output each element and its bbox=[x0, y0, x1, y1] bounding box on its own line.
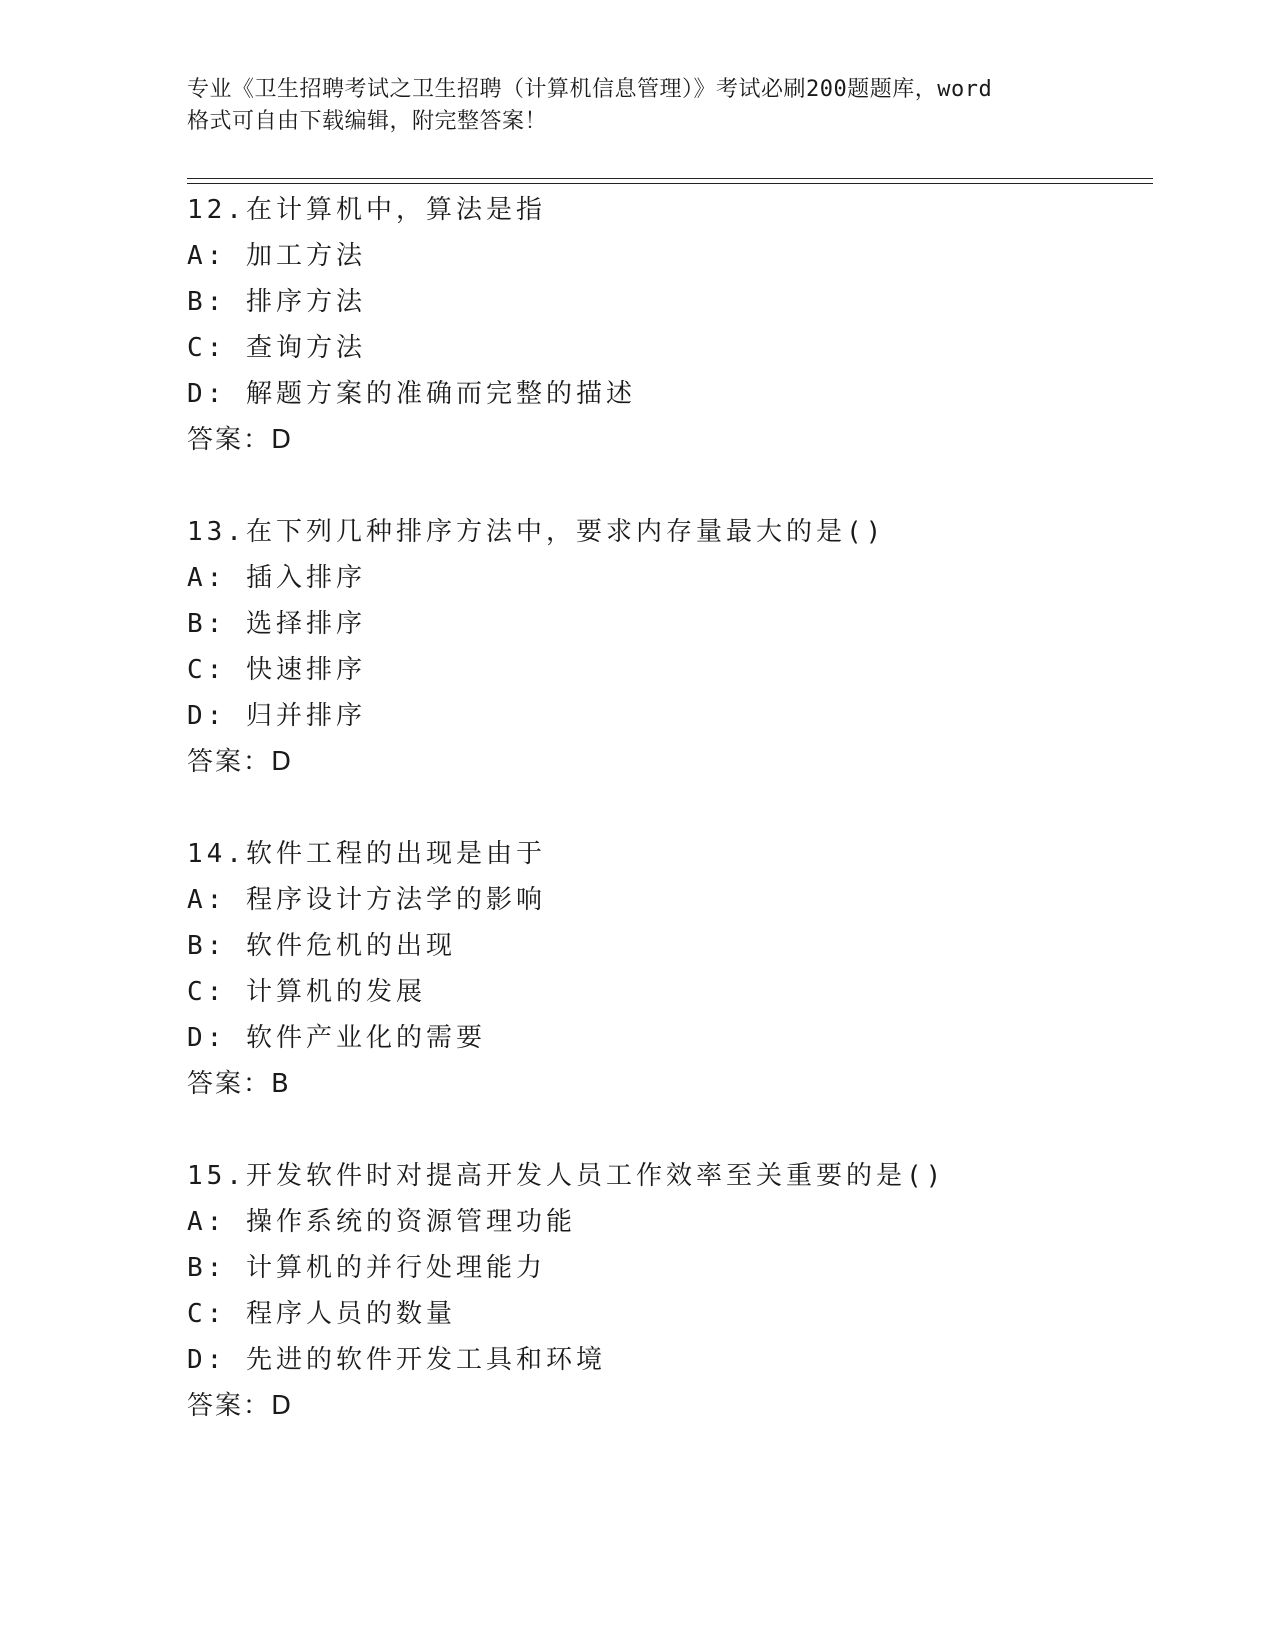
answer-line: 答案：D bbox=[187, 747, 294, 777]
question-block bbox=[187, 187, 1153, 463]
question-block bbox=[187, 509, 1153, 785]
answer-line: 答案：D bbox=[187, 425, 294, 455]
header-line-2: 格式可自由下载编辑，附完整答案！ bbox=[187, 109, 548, 134]
option-a: A: 插入排序 bbox=[187, 563, 366, 593]
option-a: A: 操作系统的资源管理功能 bbox=[187, 1207, 576, 1237]
question-stem: 12.在计算机中，算法是指 bbox=[187, 195, 546, 225]
option-d: D: 先进的软件开发工具和环境 bbox=[187, 1345, 606, 1375]
question-stem: 15.开发软件时对提高开发人员工作效率至关重要的是() bbox=[187, 1161, 946, 1191]
header-divider-bottom bbox=[187, 183, 1153, 184]
option-a: A: 加工方法 bbox=[187, 241, 366, 271]
option-b: B: 选择排序 bbox=[187, 609, 366, 639]
option-d: D: 解题方案的准确而完整的描述 bbox=[187, 379, 636, 409]
option-b: B: 排序方法 bbox=[187, 287, 366, 317]
question-stem: 14.软件工程的出现是由于 bbox=[187, 839, 546, 869]
option-d: D: 软件产业化的需要 bbox=[187, 1023, 486, 1053]
header-line-1: 专业《卫生招聘考试之卫生招聘（计算机信息管理）》考试必刷200题题库，word bbox=[187, 77, 993, 102]
option-b: B: 软件危机的出现 bbox=[187, 931, 456, 961]
option-b: B: 计算机的并行处理能力 bbox=[187, 1253, 546, 1283]
answer-line: 答案：D bbox=[187, 1391, 294, 1421]
option-c: C: 程序人员的数量 bbox=[187, 1299, 456, 1329]
option-c: C: 计算机的发展 bbox=[187, 977, 426, 1007]
document-header bbox=[187, 74, 1087, 138]
question-block bbox=[187, 1153, 1153, 1429]
question-list bbox=[187, 187, 1153, 1475]
answer-line: 答案：B bbox=[187, 1069, 291, 1099]
option-c: C: 查询方法 bbox=[187, 333, 366, 363]
question-block bbox=[187, 831, 1153, 1107]
option-d: D: 归并排序 bbox=[187, 701, 366, 731]
option-c: C: 快速排序 bbox=[187, 655, 366, 685]
header-divider-top bbox=[187, 178, 1153, 179]
option-a: A: 程序设计方法学的影响 bbox=[187, 885, 546, 915]
question-stem: 13.在下列几种排序方法中，要求内存量最大的是() bbox=[187, 517, 886, 547]
